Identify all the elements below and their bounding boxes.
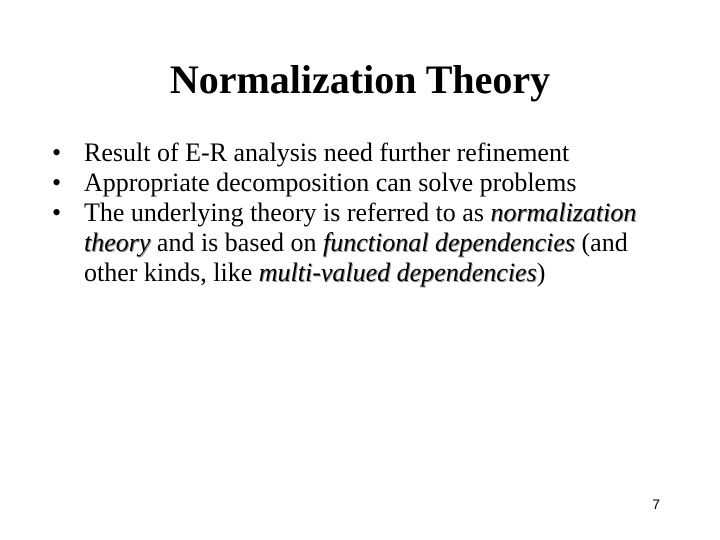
term-normalization-theory: normalization theory: [84, 198, 637, 257]
page-number: 7: [652, 496, 660, 512]
bullet-text: Appropriate decomposition can solve problems: [84, 168, 577, 197]
term-functional-dependencies: functional dependencies: [323, 228, 575, 257]
bullet-text: Result of E-R analysis need further refinement: [84, 138, 570, 167]
bullet-text: The underlying theory is referred to as: [84, 198, 491, 227]
term-multi-valued-dependencies: multi-valued dependencies: [258, 258, 537, 287]
bullet-item-decomposition: [52, 168, 672, 198]
bullet-marker: •: [52, 138, 62, 167]
bullet-list: [52, 138, 672, 288]
bullet-text: (and other kinds, like: [84, 228, 628, 287]
bullet-marker: •: [52, 198, 62, 227]
bullet-marker: •: [52, 168, 62, 197]
bullet-item-theory: [52, 198, 672, 288]
bullet-text: and is based on: [150, 228, 324, 257]
bullet-text: ): [536, 258, 546, 287]
bullet-item-refinement: [52, 138, 672, 168]
slide-title: Normalization Theory: [169, 57, 551, 102]
